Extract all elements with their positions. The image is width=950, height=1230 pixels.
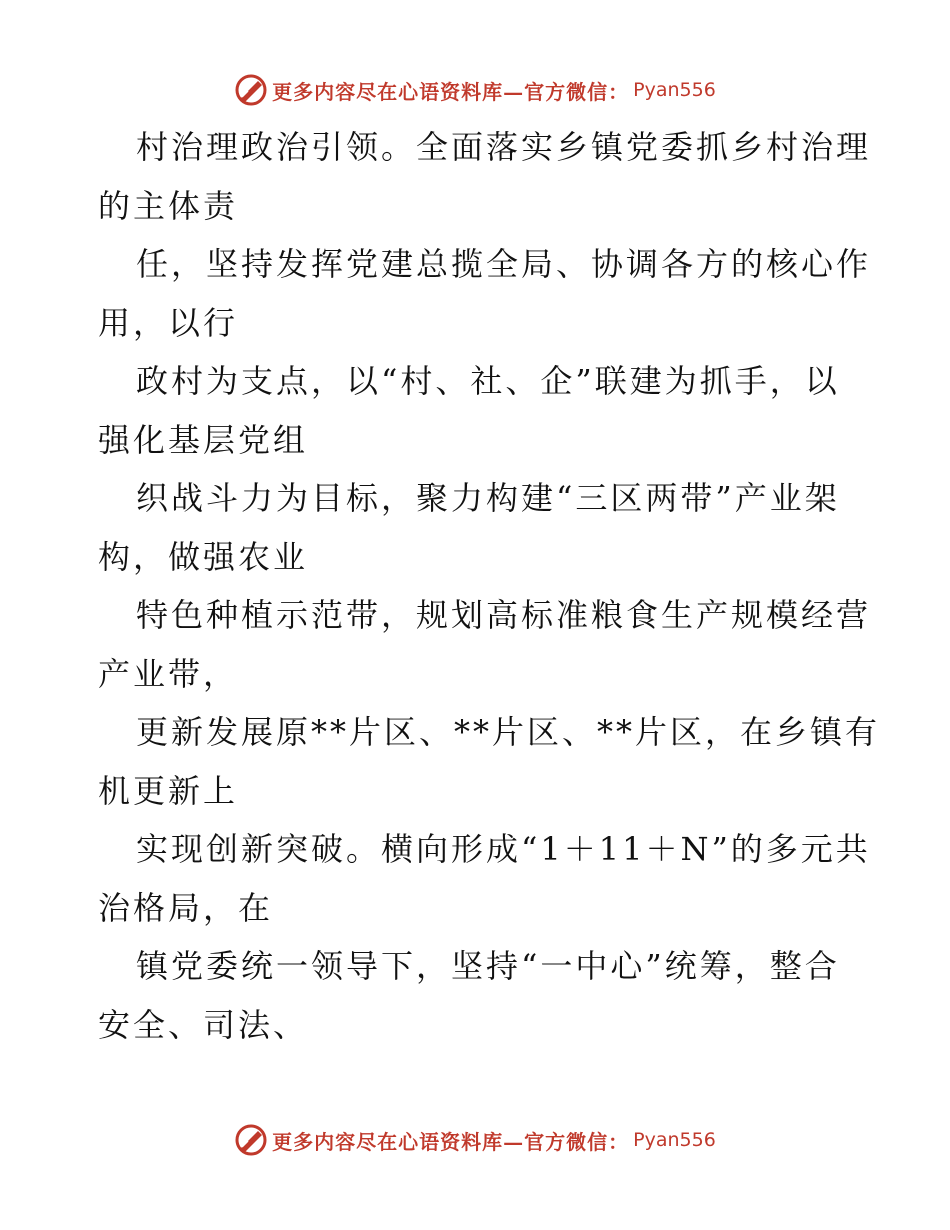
paragraph-line: 镇党委统一领导下，坚持“一中心”统筹，整合 <box>136 947 840 985</box>
paragraph-line: 产业带， <box>98 654 239 693</box>
paragraph <box>98 352 858 469</box>
paragraph-line: 强化基层党组 <box>98 420 309 459</box>
paragraph-line: 特色种植示范带，规划高标准粮食生产规模经营 <box>136 596 872 634</box>
paragraph-line: 实现创新突破。横向形成“1＋11＋N”的多元共 <box>136 830 871 868</box>
header-banner <box>0 70 950 110</box>
document-body <box>98 118 881 1054</box>
header-wechat-id: Pyan556 <box>633 79 716 101</box>
paragraph-line: 更新发展原**片区、**片区、**片区，在乡镇有 <box>136 713 881 751</box>
paragraph-line: 的主体责 <box>98 186 239 225</box>
paragraph-line: 织战斗力为目标，聚力构建“三区两带”产业架 <box>136 479 840 517</box>
paragraph-line: 治格局，在 <box>98 888 274 927</box>
quill-logo-icon <box>234 1123 268 1157</box>
paragraph <box>98 820 871 937</box>
paragraph <box>98 469 858 586</box>
paragraph <box>98 703 881 820</box>
paragraph-line: 政村为支点，以“村、社、企”联建为抓手，以 <box>136 362 840 400</box>
quill-logo-icon <box>234 73 268 107</box>
paragraph-line: 用，以行 <box>98 303 239 342</box>
paragraph-line: 安全、司法、 <box>98 1005 309 1044</box>
paragraph <box>98 937 858 1054</box>
paragraph-line: 任，坚持发挥党建总揽全局、协调各方的核心作 <box>136 245 872 283</box>
paragraph-line: 机更新上 <box>98 771 239 810</box>
footer-banner-text: 更多内容尽在心语资料库—官方微信： <box>272 1129 630 1154</box>
footer-banner <box>0 1120 950 1160</box>
paragraph <box>98 118 872 235</box>
paragraph-line: 构，做强农业 <box>98 537 309 576</box>
paragraph <box>98 235 872 352</box>
footer-wechat-id: Pyan556 <box>633 1129 716 1151</box>
paragraph-line: 村治理政治引领。全面落实乡镇党委抓乡村治理 <box>136 128 872 166</box>
header-banner-text: 更多内容尽在心语资料库—官方微信： <box>272 79 630 104</box>
paragraph <box>98 586 872 703</box>
